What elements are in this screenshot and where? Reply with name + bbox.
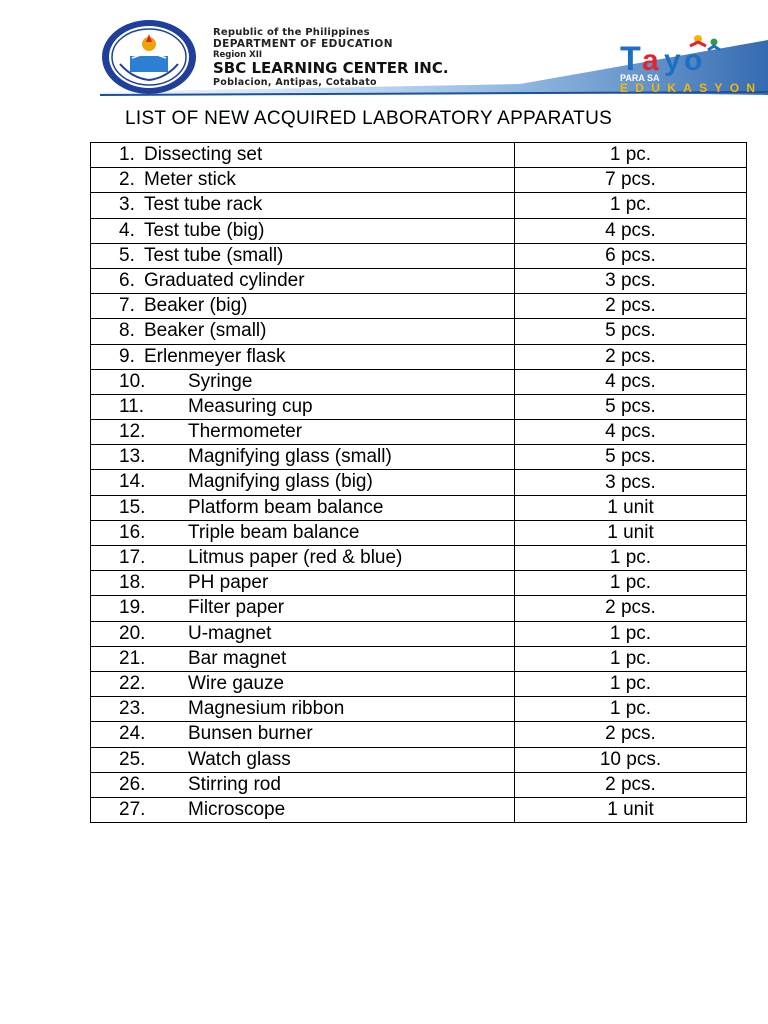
- item-quantity: 1 pc.: [515, 143, 747, 168]
- item-name: Beaker (big): [144, 295, 248, 317]
- item-name: Magnifying glass (big): [188, 471, 373, 493]
- item-cell: [91, 218, 515, 243]
- item-number: 27.: [119, 798, 146, 820]
- tayo-para-sa-edukasyon-logo: [612, 32, 762, 94]
- item-name: Beaker (small): [144, 320, 267, 342]
- table-row: [91, 470, 747, 495]
- item-quantity: 3 pcs.: [515, 470, 747, 495]
- item-number: 2.: [119, 169, 135, 191]
- item-cell: [91, 319, 515, 344]
- item-cell: [91, 571, 515, 596]
- item-number: 5.: [119, 244, 135, 266]
- item-quantity: 4 pcs.: [515, 218, 747, 243]
- table-row: [91, 646, 747, 671]
- item-quantity: 1 pc.: [515, 546, 747, 571]
- apparatus-table-body: [91, 143, 747, 823]
- table-row: [91, 319, 747, 344]
- item-number: 6.: [119, 269, 135, 291]
- item-cell: [91, 747, 515, 772]
- item-cell: [91, 470, 515, 495]
- item-name: PH paper: [188, 572, 269, 594]
- region-line: Region XII: [213, 49, 263, 60]
- table-row: [91, 495, 747, 520]
- item-quantity: 1 unit: [515, 520, 747, 545]
- table-row: [91, 193, 747, 218]
- item-number: 12.: [119, 421, 146, 443]
- item-name: Watch glass: [188, 748, 291, 770]
- item-name: Test tube (big): [144, 219, 265, 241]
- item-cell: [91, 268, 515, 293]
- table-row: [91, 722, 747, 747]
- item-number: 18.: [119, 572, 146, 594]
- table-row: [91, 520, 747, 545]
- item-quantity: 3 pcs.: [515, 268, 747, 293]
- table-row: [91, 671, 747, 696]
- item-number: 21.: [119, 647, 146, 669]
- table-row: [91, 168, 747, 193]
- item-cell: [91, 394, 515, 419]
- table-row: [91, 621, 747, 646]
- table-row: [91, 772, 747, 797]
- svg-text:a: a: [642, 44, 659, 77]
- table-row: [91, 596, 747, 621]
- item-cell: [91, 168, 515, 193]
- item-quantity: 5 pcs.: [515, 394, 747, 419]
- table-row: [91, 546, 747, 571]
- item-cell: [91, 697, 515, 722]
- item-number: 25.: [119, 748, 146, 770]
- item-quantity: 4 pcs.: [515, 420, 747, 445]
- item-cell: [91, 722, 515, 747]
- svg-text:PARA SA: PARA SA: [620, 73, 660, 83]
- table-row: [91, 218, 747, 243]
- item-cell: [91, 193, 515, 218]
- item-cell: [91, 445, 515, 470]
- item-name: Graduated cylinder: [144, 269, 305, 291]
- item-name: Platform beam balance: [188, 496, 384, 518]
- item-number: 14.: [119, 471, 146, 493]
- item-name: Erlenmeyer flask: [144, 345, 286, 367]
- item-name: Magnifying glass (small): [188, 446, 392, 468]
- table-row: [91, 143, 747, 168]
- item-name: Microscope: [188, 798, 286, 820]
- item-name: Test tube rack: [144, 194, 263, 216]
- item-name: Filter paper: [188, 597, 285, 619]
- item-name: Stirring rod: [188, 773, 281, 795]
- item-name: Meter stick: [144, 169, 236, 191]
- svg-text:o: o: [684, 44, 703, 77]
- item-name: Magnesium ribbon: [188, 698, 345, 720]
- item-quantity: 7 pcs.: [515, 168, 747, 193]
- item-quantity: 1 pc.: [515, 671, 747, 696]
- table-row: [91, 797, 747, 822]
- item-name: Wire gauze: [188, 672, 285, 694]
- item-quantity: 1 pc.: [515, 646, 747, 671]
- item-number: 3.: [119, 194, 135, 216]
- item-number: 19.: [119, 597, 146, 619]
- item-number: 8.: [119, 320, 135, 342]
- item-quantity: 1 unit: [515, 797, 747, 822]
- school-seal-logo: [100, 18, 198, 96]
- apparatus-table: [90, 142, 747, 823]
- item-quantity: 1 pc.: [515, 697, 747, 722]
- svg-text:T: T: [620, 40, 641, 78]
- republic-line: Republic of the Philippines: [213, 27, 370, 38]
- item-cell: [91, 420, 515, 445]
- item-cell: [91, 546, 515, 571]
- item-name: Triple beam balance: [188, 521, 360, 543]
- item-number: 9.: [119, 345, 135, 367]
- item-name: Dissecting set: [144, 144, 263, 165]
- table-row: [91, 445, 747, 470]
- item-number: 17.: [119, 547, 146, 568]
- item-quantity: 1 pc.: [515, 621, 747, 646]
- item-name: Bunsen burner: [188, 723, 313, 745]
- item-cell: [91, 596, 515, 621]
- item-name: U-magnet: [188, 622, 272, 644]
- item-number: 24.: [119, 723, 146, 745]
- item-quantity: 2 pcs.: [515, 294, 747, 319]
- table-row: [91, 344, 747, 369]
- item-cell: [91, 646, 515, 671]
- item-name: Measuring cup: [188, 395, 313, 417]
- school-name: SBC LEARNING CENTER INC.: [213, 59, 449, 77]
- item-cell: [91, 243, 515, 268]
- item-quantity: 5 pcs.: [515, 445, 747, 470]
- item-quantity: 5 pcs.: [515, 319, 747, 344]
- item-number: 10.: [119, 370, 146, 392]
- item-number: 1.: [119, 144, 135, 165]
- item-name: Syringe: [188, 370, 253, 392]
- item-number: 4.: [119, 219, 135, 241]
- svg-text:EDUKASYON: EDUKASYON: [620, 81, 755, 94]
- item-quantity: 2 pcs.: [515, 344, 747, 369]
- school-address: Poblacion, Antipas, Cotabato: [213, 77, 377, 88]
- item-number: 11.: [119, 395, 145, 417]
- item-cell: [91, 143, 515, 168]
- item-cell: [91, 671, 515, 696]
- item-cell: [91, 797, 515, 822]
- item-cell: [91, 495, 515, 520]
- letterhead-text: [213, 28, 533, 88]
- item-quantity: 10 pcs.: [515, 747, 747, 772]
- item-name: Bar magnet: [188, 647, 287, 669]
- item-quantity: 2 pcs.: [515, 772, 747, 797]
- item-number: 23.: [119, 698, 146, 720]
- document-title: LIST OF NEW ACQUIRED LABORATORY APPARATUS: [125, 108, 613, 129]
- item-quantity: 1 unit: [515, 495, 747, 520]
- table-row: [91, 697, 747, 722]
- table-row: [91, 747, 747, 772]
- item-cell: [91, 621, 515, 646]
- item-quantity: 6 pcs.: [515, 243, 747, 268]
- table-row: [91, 571, 747, 596]
- item-number: 20.: [119, 622, 146, 644]
- item-quantity: 2 pcs.: [515, 722, 747, 747]
- item-cell: [91, 294, 515, 319]
- table-row: [91, 294, 747, 319]
- table-row: [91, 420, 747, 445]
- item-cell: [91, 520, 515, 545]
- item-name: Thermometer: [188, 421, 303, 443]
- department-line: DEPARTMENT OF EDUCATION: [213, 38, 393, 50]
- item-cell: [91, 344, 515, 369]
- table-row: [91, 394, 747, 419]
- item-quantity: 4 pcs.: [515, 369, 747, 394]
- item-number: 15.: [119, 496, 146, 518]
- item-quantity: 1 pc.: [515, 571, 747, 596]
- item-number: 22.: [119, 672, 146, 694]
- svg-text:y: y: [664, 44, 681, 77]
- item-cell: [91, 772, 515, 797]
- item-name: Litmus paper (red & blue): [188, 547, 403, 568]
- item-number: 26.: [119, 773, 146, 795]
- item-number: 13.: [119, 446, 146, 468]
- letterhead: [0, 0, 768, 100]
- item-name: Test tube (small): [144, 244, 284, 266]
- table-row: [91, 369, 747, 394]
- item-cell: [91, 369, 515, 394]
- item-quantity: 2 pcs.: [515, 596, 747, 621]
- item-number: 7.: [119, 295, 135, 317]
- item-number: 16.: [119, 521, 146, 543]
- table-row: [91, 268, 747, 293]
- table-row: [91, 243, 747, 268]
- item-quantity: 1 pc.: [515, 193, 747, 218]
